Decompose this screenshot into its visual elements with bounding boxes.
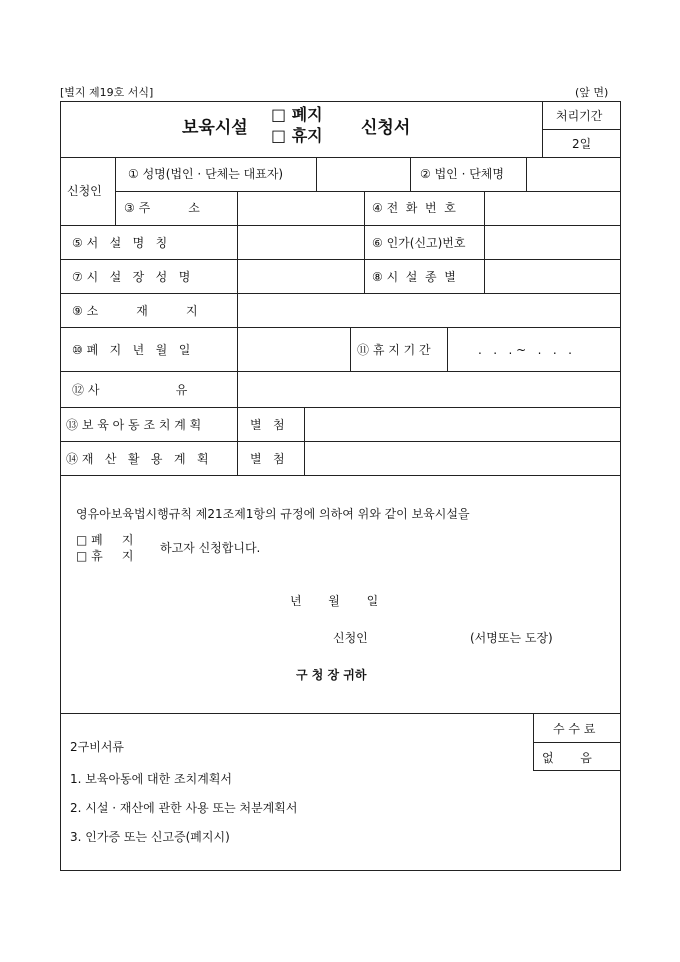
- reason-label: ⑫ 사 유: [72, 383, 188, 397]
- declaration-date-line: 년 월 일: [290, 594, 379, 608]
- license-number-label: ⑥ 인가(신고)번호: [372, 236, 466, 250]
- facility-type-label: ⑧ 시 설 종 별: [372, 270, 456, 284]
- suspension-period-field[interactable]: . . . ~ . . .: [478, 343, 572, 357]
- closure-date-field[interactable]: [238, 328, 349, 370]
- address-label: ③ 주 소: [124, 201, 200, 215]
- signature-or-seal-label: (서명또는 도장): [470, 631, 553, 645]
- facility-name-label: ⑤ 서 설 명 칭: [72, 236, 168, 250]
- reason-field[interactable]: [238, 372, 620, 406]
- document-item: 1. 보육아동에 대한 조치계획서: [70, 772, 232, 786]
- phone-label: ④ 전 화 번 호: [372, 201, 456, 215]
- location-field[interactable]: [238, 294, 620, 326]
- facility-name-field[interactable]: [238, 226, 363, 258]
- closure-date-label: ⑩ 폐 지 년 월 일: [72, 343, 191, 357]
- form-title-suffix: 신청서: [361, 118, 411, 138]
- suspension-period-label: ⑪ 휴 지 기 간: [357, 343, 431, 357]
- applicant-name-label: ① 성명(법인 · 단체는 대표자): [128, 167, 284, 181]
- facility-head-field[interactable]: [238, 260, 363, 292]
- form-number: [별지 제19호 서식]: [60, 86, 154, 99]
- declaration-text: 영유아보육법시행규칙 제21조제1항의 규정에 의하여 위와 같이 보육시설을: [76, 507, 470, 521]
- fee-value: 없 음: [542, 751, 592, 765]
- phone-field[interactable]: [485, 192, 620, 224]
- processing-period-value: 2일: [572, 137, 592, 151]
- asset-plan-value: 별 첨: [250, 452, 285, 466]
- applicant-group-label: 신청인: [67, 184, 102, 198]
- title-option-suspend: □ 휴지: [271, 126, 323, 145]
- license-number-field[interactable]: [485, 226, 620, 258]
- address-field[interactable]: [238, 192, 363, 224]
- recipient-label: 구 청 장 귀하: [296, 668, 367, 682]
- document-item: 2. 시설 · 재산에 관한 사용 또는 처분계획서: [70, 801, 298, 815]
- child-plan-value: 별 첨: [250, 418, 285, 432]
- processing-period-label: 처리기간: [556, 109, 603, 123]
- documents-title: 2구비서류: [70, 740, 125, 754]
- asset-plan-label: ⑭ 재 산 활 용 계 획: [66, 452, 209, 466]
- location-label: ⑨ 소 재 지: [72, 304, 198, 318]
- document-item: 3. 인가증 또는 신고증(폐지시): [70, 830, 230, 844]
- child-plan-label: ⑬ 보 육 아 동 조 치 계 획: [66, 418, 202, 432]
- page-side-label: (앞 면): [575, 86, 609, 99]
- declaration-option-close[interactable]: □ 폐 지: [76, 533, 134, 547]
- facility-type-field[interactable]: [485, 260, 620, 292]
- title-option-close: □ 폐지: [271, 105, 323, 124]
- declaration-applicant: 신청인: [333, 631, 368, 645]
- fee-label: 수 수 료: [553, 722, 596, 736]
- declaration-suffix: 하고자 신청합니다.: [160, 541, 261, 555]
- corporation-name-label: ② 법인 · 단체명: [420, 167, 504, 181]
- form-title: 보육시설: [182, 118, 248, 138]
- corporation-name-field[interactable]: [527, 158, 620, 190]
- applicant-name-field[interactable]: [317, 158, 409, 190]
- declaration-option-suspend[interactable]: □ 휴 지: [76, 549, 134, 563]
- facility-head-label: ⑦ 시 설 장 성 명: [72, 270, 191, 284]
